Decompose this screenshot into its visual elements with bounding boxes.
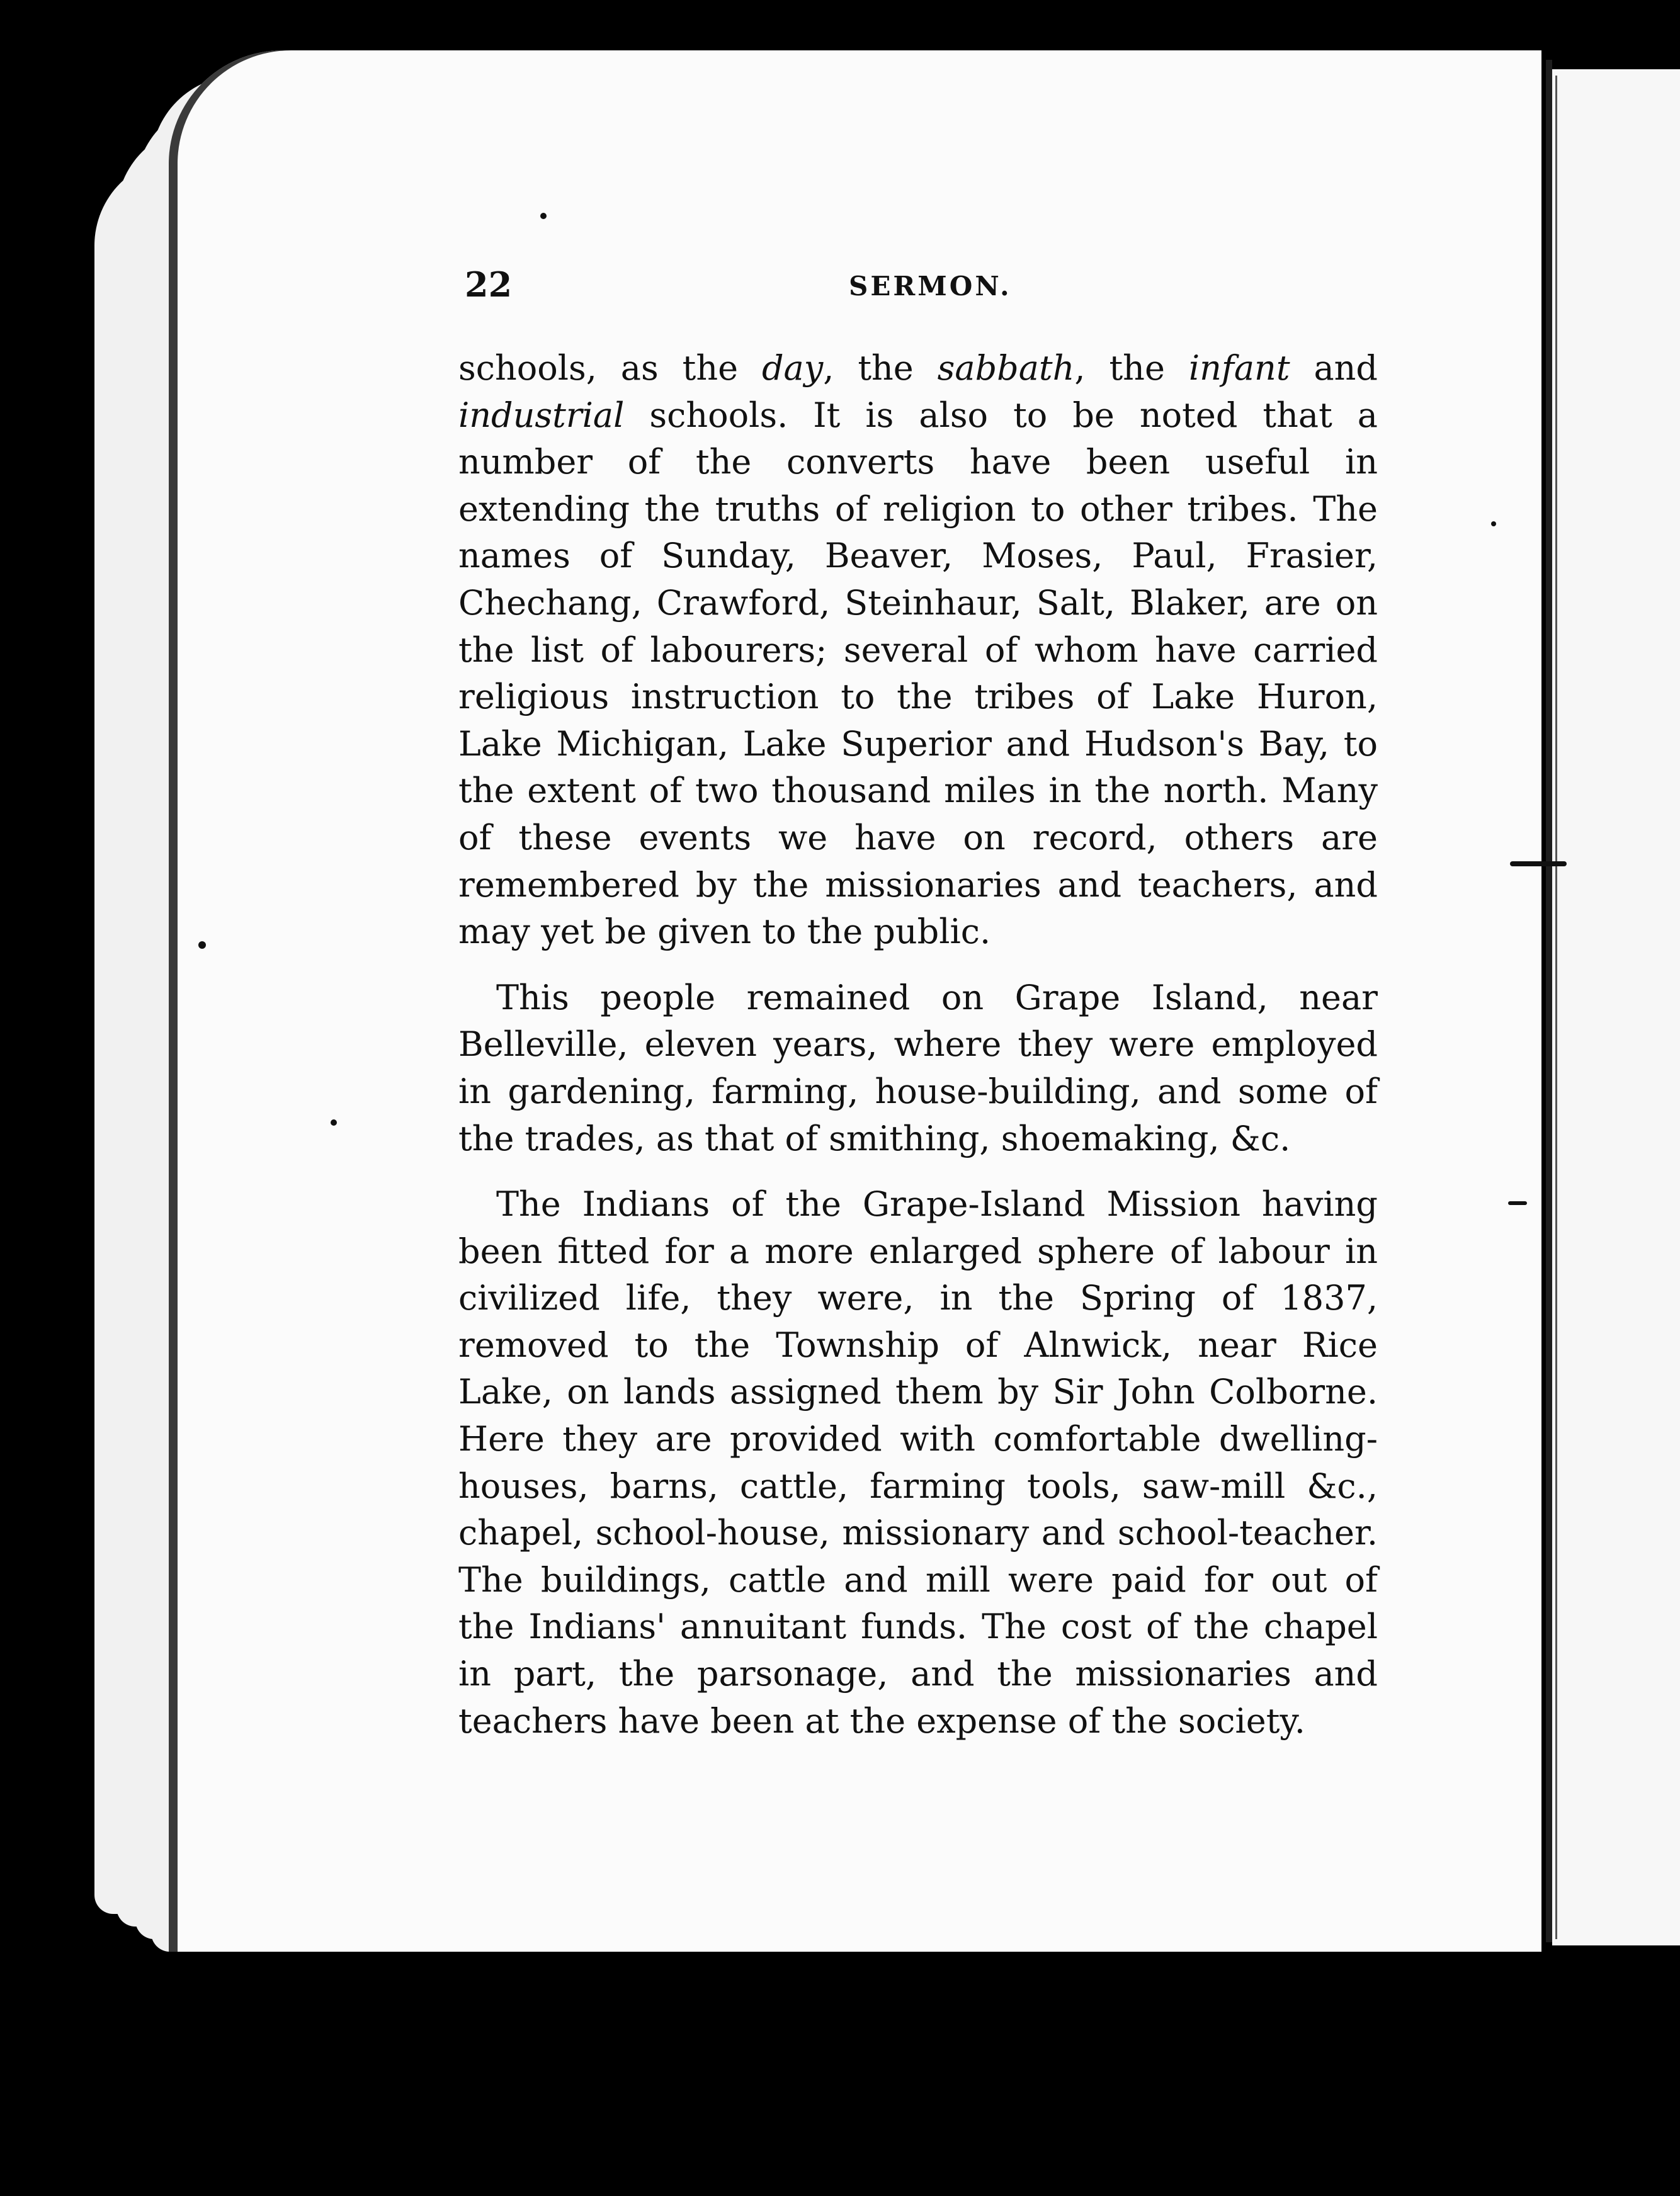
ink-speck bbox=[198, 941, 206, 949]
facing-page-edge bbox=[1552, 69, 1680, 1945]
paragraph-1 bbox=[458, 345, 1378, 956]
text-segment: schools. It is also to be noted that a number of the converts have been useful in extending the truths of religion to other tribes. The names of Sunday, Beaver, Moses, Paul, Frasier, Chechang, Crawford, Steinhaur, Salt, Blaker, are on the list of labourers; several of whom have carried religious instruction to the tribes of Lake Huron, Lake Michigan, Lake Superior and Hudson's Bay, to the extent of two thousand miles in the north. Many of these events we have on record, others are remembered by the missionaries and teachers, and may yet be given to the public. bbox=[458, 395, 1378, 952]
body-text bbox=[458, 345, 1378, 1745]
text-segment: , the bbox=[823, 348, 938, 388]
ink-speck bbox=[331, 1119, 337, 1126]
page-number: 22 bbox=[465, 264, 513, 305]
italic-sabbath: sabbath bbox=[937, 348, 1075, 388]
facing-page-rule bbox=[1555, 76, 1557, 1939]
text-segment: , the bbox=[1074, 348, 1189, 388]
ink-speck bbox=[1510, 861, 1567, 866]
italic-day: day bbox=[761, 348, 824, 388]
paragraph-3: The Indians of the Grape-Island Mission having been fitted for a more enlarged sphere of labour in civilized life, they were, in the Spring of 1837, removed to the Township of Alnwick, near Rice Lake, on lands assigned them by Sir John Colborne. Here they are provided with comfortable dwelling-houses, barns, cattle, farming tools, saw-mill &c., chapel, school-house, missionary and school-teacher. The buildings, cattle and mill were paid for out of the Indians' annuitant funds. The cost of the chapel in part, the parsonage, and the missionaries and teachers have been at the expense of the society. bbox=[458, 1184, 1378, 1741]
page-header bbox=[465, 264, 1384, 315]
ink-speck bbox=[1491, 521, 1496, 526]
paragraph-2: This people remained on Grape Island, near Belleville, eleven years, where they were employed in gardening, farming, house-building, and some of the trades, as that of smithing, shoemaking, &c. bbox=[458, 977, 1378, 1158]
gutter-shadow bbox=[1546, 60, 1552, 1942]
running-head: SERMON. bbox=[849, 271, 1012, 302]
text-segment: and bbox=[1290, 348, 1378, 388]
ink-speck bbox=[1508, 1201, 1527, 1205]
italic-infant: infant bbox=[1188, 348, 1290, 388]
ink-speck bbox=[540, 213, 547, 219]
text-segment: schools, as the bbox=[458, 348, 762, 388]
italic-industrial: industrial bbox=[458, 395, 625, 435]
